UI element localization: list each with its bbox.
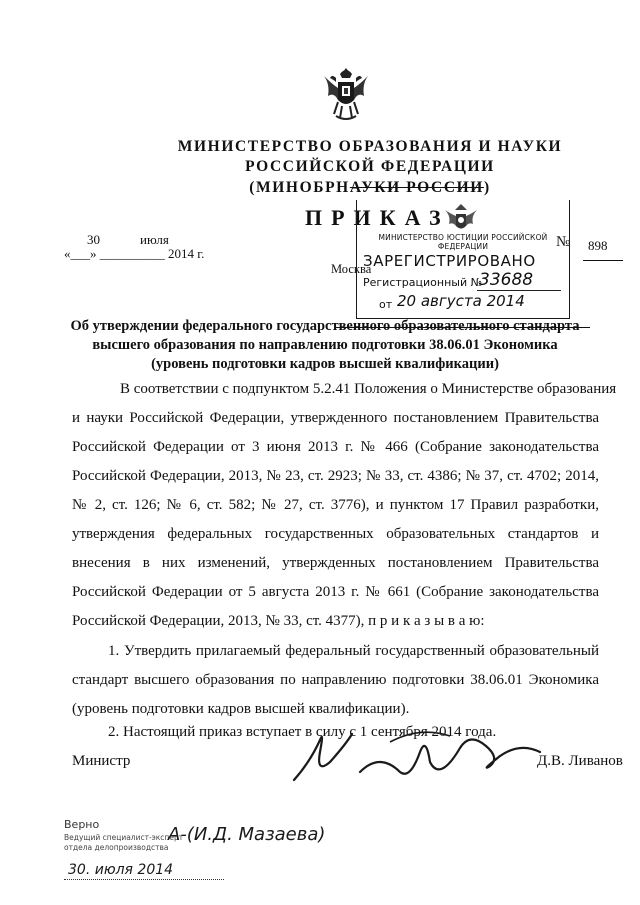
item1-line: (уровень подготовки кадров высшей квалификации). xyxy=(72,701,410,717)
preamble-line: внесения в них изменений, утвержденных постановлением Правительства xyxy=(72,555,599,571)
item1-line: 1. Утвердить прилагаемый федеральный государственный образовательный xyxy=(108,643,599,659)
certification-label: Верно xyxy=(64,818,100,831)
preamble-line: № 2, ст. 126; № 6, ст. 582; № 27, ст. 3776), и пунктом 17 Правил разработки, xyxy=(72,497,599,513)
order-title-line1: Об утверждении федерального государственного образовательного стандарта xyxy=(70,318,580,334)
stamp-registration-number-label: Регистрационный № xyxy=(363,276,483,289)
stamp-ministry-name: МИНИСТЕРСТВО ЮСТИЦИИ РОССИЙСКОЙ ФЕДЕРАЦИИ xyxy=(378,233,548,251)
order-number-sign: № xyxy=(556,234,571,250)
ministry-abbr-struck: АУКИ РОССИИ xyxy=(349,179,484,196)
registration-stamp xyxy=(356,200,570,319)
signer-name: Д.В. Ливанов xyxy=(537,753,623,769)
document-type: ПРИКАЗ xyxy=(305,205,450,230)
item2-line: 2. Настоящий приказ вступает в силу с 1 сентября 2014 года. xyxy=(108,724,497,740)
ministry-abbr-open: (МИНОБРН xyxy=(249,179,350,196)
signer-position: Министр xyxy=(72,753,131,769)
preamble-line: В соответствии с подпунктом 5.2.41 Положения о Министерстве образования xyxy=(120,381,617,397)
certifier-handwritten-name: А-(И.Д. Мазаева) xyxy=(168,824,326,845)
stamp-emblem-icon xyxy=(441,202,481,234)
stamp-registration-date: 20 августа 2014 xyxy=(397,292,525,310)
certification-handwritten-date: 30. июля 2014 xyxy=(68,862,174,878)
stamp-date-label: от xyxy=(379,298,393,311)
preamble-line: Российской Федерации от 5 августа 2013 г. № 661 (Собрание законодательства xyxy=(72,584,599,600)
ministry-abbr-close: ) xyxy=(483,179,491,196)
ministry-name-line1: МИНИСТЕРСТВО ОБРАЗОВАНИЯ И НАУКИ xyxy=(177,138,563,155)
ministry-abbreviation xyxy=(150,179,590,197)
order-number-underline xyxy=(583,260,623,261)
handwritten-signature xyxy=(290,722,550,792)
order-title-line3: (уровень подготовки кадров высшей квалификации) xyxy=(151,356,499,372)
preamble-line: утверждения федеральных государственных образовательных стандартов и xyxy=(72,526,599,542)
order-number: 898 xyxy=(588,238,608,253)
preamble-line: Российской Федерации, 2013, № 33, ст. 4377), п р и к а з ы в а ю: xyxy=(72,613,485,629)
order-title-line2: высшего образования по направлению подготовки 38.06.01 Экономика xyxy=(92,337,558,353)
order-city: Москва xyxy=(331,262,372,276)
stamp-registered-label: ЗАРЕГИСТРИРОВАНО xyxy=(363,252,536,270)
order-date-template: «___» __________ 2014 г. xyxy=(64,246,205,261)
title-strike-overlay xyxy=(335,327,590,328)
order-month: июля xyxy=(140,232,169,247)
stamp-registration-number: 33688 xyxy=(479,270,534,290)
preamble-line: Российской Федерации от 3 июня 2013 г. № 466 (Собрание законодательства xyxy=(72,439,599,455)
coat-of-arms-emblem xyxy=(318,62,374,126)
preamble-line: Российской Федерации, 2013, № 23, ст. 2923; № 33, ст. 4386; № 37, ст. 4702; 2014, xyxy=(72,468,599,484)
ministry-name-line2: РОССИЙСКОЙ ФЕДЕРАЦИИ xyxy=(245,158,495,175)
order-day: 30 xyxy=(87,232,100,247)
preamble-line: и науки Российской Федерации, утвержденного постановлением Правительства xyxy=(72,410,599,426)
stamp-registration-underline xyxy=(477,290,561,291)
certification-date-underline xyxy=(64,879,224,880)
item1-line: стандарт высшего образования по направлению подготовки 38.06.01 Экономика xyxy=(72,672,599,688)
certifier-title-line1: Ведущий специалист-эксперт xyxy=(64,833,184,842)
certifier-title-line2: отдела делопроизводства xyxy=(64,843,169,852)
